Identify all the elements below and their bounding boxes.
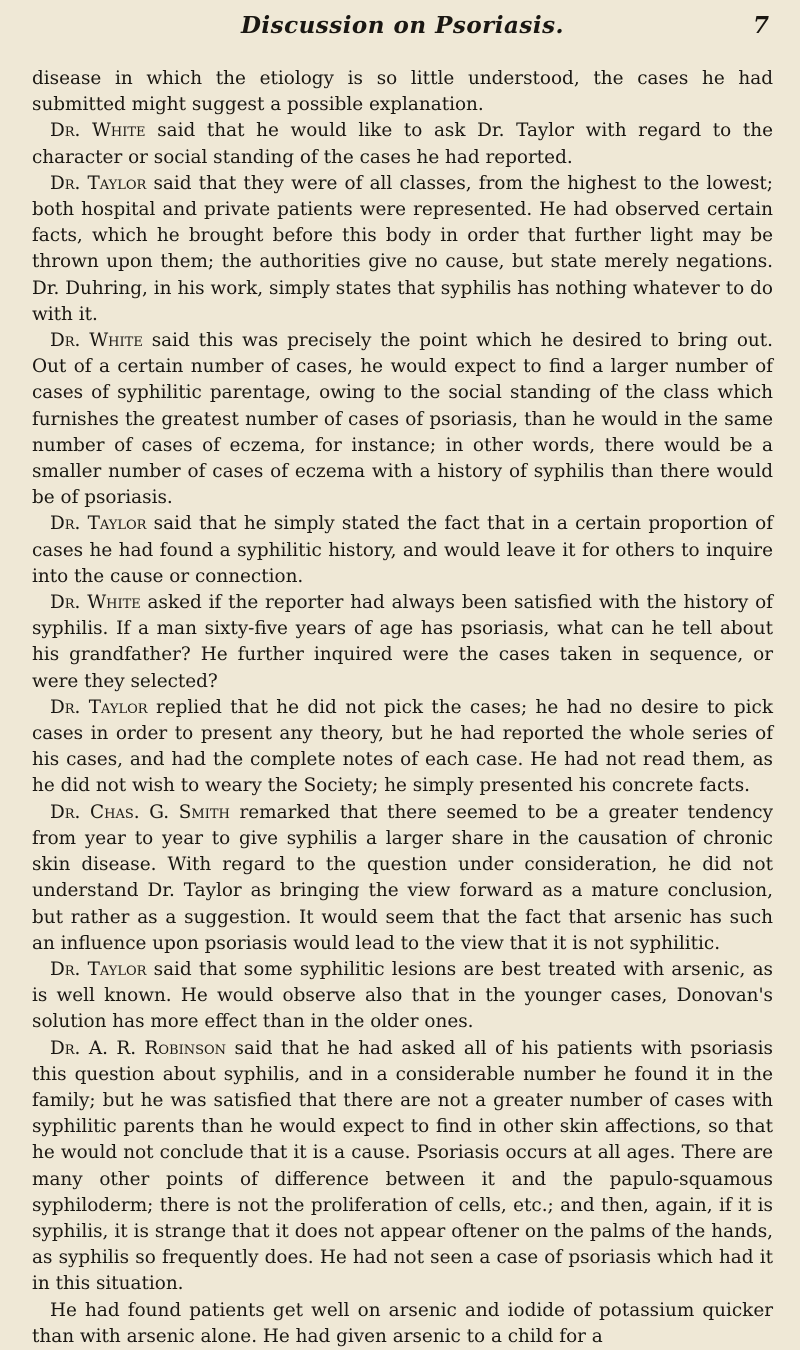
paragraph-text: said that they were of all classes, from the highest to the lowest; both hospital and private patients were represented. He had observed certain facts, which he brought before this body in order that further light may be thrown upon them; the authorities give no cause, but state merely negations. Dr. Duhring, in his work, simply states that syphilis has nothing whatever to do with it.: [32, 172, 773, 325]
speaker-name: Dr. Taylor: [50, 513, 147, 535]
paragraph-text: disease in which the etiology is so little understood, the cases he had submitted might suggest a possible explanation.: [32, 68, 773, 116]
paragraph-text: said this was precisely the point which he desired to bring out. Out of a certain number of cases, he would expect to find a larger number of cases of syphilitic parentage, owing to the social standing of the class which furnishes the greatest number of cases of psoriasis, than he would in the same number of cases of eczema, for instance; in other words, there would be a smaller number of cases of eczema with a history of syphilis than there would be of psoriasis.: [32, 330, 773, 509]
paragraph-text: asked if the reporter had always been satisfied with the history of syphilis. If a man sixty-five years of age has psoriasis, what can he tell about his grandfather? He further inquired were the cases taken in sequence, or were they selected?: [32, 592, 773, 692]
paragraph: [32, 511, 773, 590]
paragraph: [32, 118, 773, 170]
paragraph-text: replied that he did not pick the cases; he had no desire to pick cases in order to present any theory, but he had reported the whole series of his cases, and had the complete notes of each case. He had not read them, as he did not wish to weary the Society; he simply presented his concrete facts.: [32, 696, 773, 797]
paragraph-text: said that he would like to ask Dr. Taylor with regard to the character or social standing of the cases he had reported.: [32, 120, 773, 168]
running-header: [32, 12, 773, 52]
speaker-name: Dr. Taylor: [50, 958, 147, 980]
paragraph: [32, 1036, 773, 1298]
paragraph: [32, 695, 773, 800]
paragraph: [32, 590, 773, 695]
paragraph-text: said that he simply stated the fact that in a certain proportion of cases he had found a syphilitic history, and would leave it for others to inquire into the cause or connection.: [32, 513, 773, 587]
body-text: [32, 66, 773, 1350]
paragraph: [32, 957, 773, 1036]
paragraph: [32, 1298, 773, 1350]
speaker-name: Dr. Taylor: [50, 172, 147, 194]
paragraph-text: said that he had asked all of his patients with psoriasis this question about syphilis, and in a considerable number he found it in the family; but he was satisfied that there are not a greater number of cases with syphilitic parents than he would expect to find in other skin affections, so that he would not conclude that it is a cause. Psoriasis occurs at all ages. There are many other points of difference between it and the papulo-squamous syphiloderm; there is not the proliferation of cells, etc.; and then, again, if it is syphilis, it is strange that it does not appear oftener on the palms of the hands, as syphilis so frequently does. He had not seen a case of psoriasis which had it in this situation.: [32, 1037, 773, 1295]
speaker-name: Dr. Taylor: [50, 696, 148, 718]
speaker-name: Dr. A. R. Robinson: [50, 1037, 227, 1059]
speaker-name: Dr. White: [50, 330, 143, 352]
speaker-name: Dr. White: [50, 592, 141, 614]
paragraph: [32, 800, 773, 957]
paragraph: [32, 171, 773, 328]
paragraph-text: said that some syphilitic lesions are best treated with arsenic, as is well known. He would observe also that in the younger cases, Donovan's solution has more effect than in the older ones.: [32, 958, 773, 1033]
running-title: Discussion on Psoriasis.: [240, 12, 565, 39]
speaker-name: Dr. Chas. G. Smith: [50, 801, 230, 823]
paragraph-text: remarked that there seemed to be a greater tendency from year to year to give syphilis a larger share in the causation of chronic skin disease. With regard to the question under consideration, he did not understand Dr. Taylor as bringing the view forward as a mature conclusion, but rather as a suggestion. It would seem that the fact that arsenic has such an influence upon psoriasis would lead to the view that it is not syphilitic.: [32, 801, 773, 954]
paragraph: [32, 66, 773, 118]
paragraph-text: He had found patients get well on arsenic and iodide of potassium quicker than with arsenic alone. He had given arsenic to a child for a: [32, 1299, 773, 1347]
page-number: 7: [752, 12, 769, 39]
paragraph: [32, 328, 773, 511]
speaker-name: Dr. White: [50, 120, 146, 142]
